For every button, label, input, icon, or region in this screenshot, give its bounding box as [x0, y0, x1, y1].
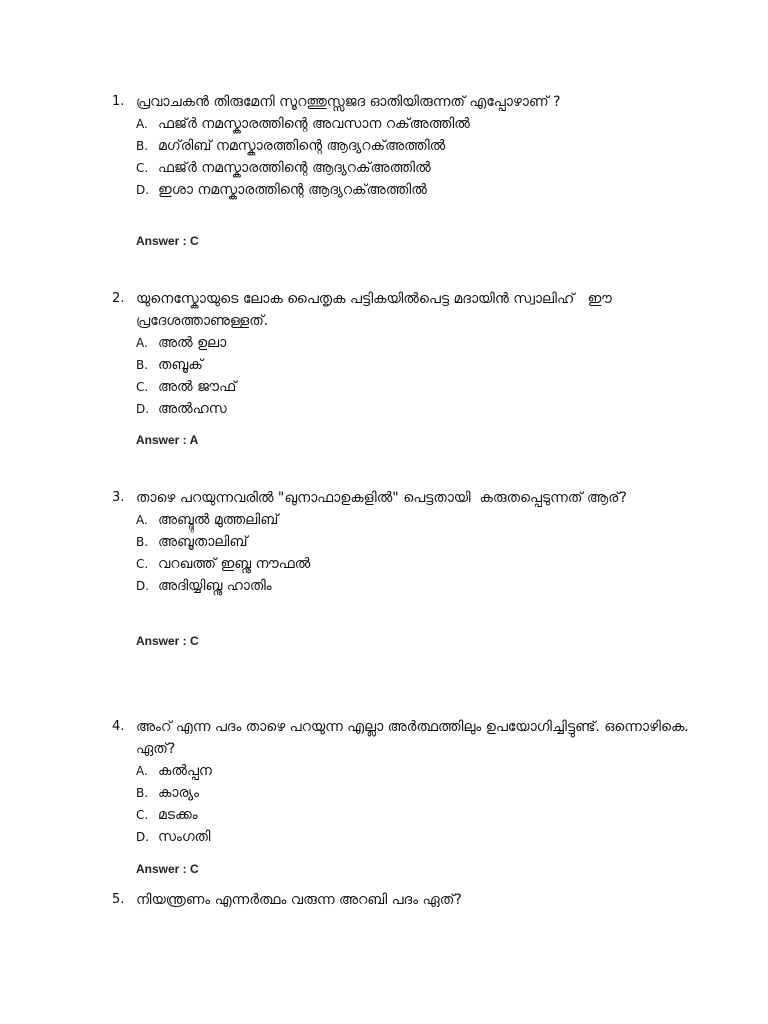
option-d	[136, 179, 712, 201]
answer-3: Answer : C	[136, 634, 199, 648]
question-number: 3.	[112, 490, 125, 505]
option-a	[136, 113, 712, 135]
question-number: 5.	[112, 892, 125, 907]
option-letter: A.	[136, 764, 148, 778]
option-text: അദിയ്യിബ്നു ഹാതിം	[158, 578, 272, 594]
question-text: നിയന്ത്രണം എന്നർത്ഥം വരുന്ന അറബി പദം ഏത്?	[136, 892, 462, 908]
question-2	[112, 288, 712, 420]
option-b	[136, 135, 712, 157]
answer-1: Answer : C	[136, 234, 199, 248]
option-c	[136, 804, 712, 826]
option-text: കാര്യം	[158, 785, 200, 801]
option-c	[136, 553, 712, 575]
options-list	[112, 332, 712, 420]
option-text: അബൂതാലിബ്	[158, 534, 248, 550]
options-list	[112, 760, 712, 848]
option-a	[136, 509, 712, 531]
option-letter: B.	[136, 535, 149, 549]
option-letter: C.	[136, 380, 149, 394]
option-letter: D.	[136, 183, 150, 197]
option-text: അൽ ജൗഫ്	[158, 379, 237, 395]
option-text: മഗ്‌രിബ് നമസ്കാരത്തിന്റെ ആദ്യറക്അത്തിൽ	[158, 138, 446, 154]
option-letter: C.	[136, 557, 149, 571]
question-text: പ്രവാചകൻ തിരുമേനി സൂറത്തുസ്സജദ ഓതിയിരുന്നത് എപ്പോഴാണ് ?	[136, 94, 561, 110]
question-text: താഴെ പറയുന്നവരിൽ "ഖുനാഫാഉകളിൽ" പെട്ടതായി കരുതപ്പെടുന്നത് ആര്?	[136, 490, 627, 506]
option-text: തബൂക്	[158, 357, 203, 373]
option-text: ഇശാ നമസ്കാരത്തിന്റെ ആദ്യറക്അത്തിൽ	[158, 182, 427, 198]
question-number: 4.	[112, 719, 125, 734]
question-1	[112, 91, 712, 201]
option-text: മടക്കം	[158, 807, 198, 823]
option-b	[136, 782, 712, 804]
option-d	[136, 575, 712, 597]
options-list	[112, 113, 712, 201]
question-4	[112, 716, 712, 848]
question-3	[112, 487, 712, 597]
option-letter: D.	[136, 579, 150, 593]
option-a	[136, 760, 712, 782]
question-number: 2.	[112, 291, 125, 306]
question-text: അംറ് എന്ന പദം താഴെ പറയുന്ന എല്ലാ അർത്ഥത്തിലും ഉപയോഗിച്ചിട്ടുണ്ട്. ഒന്നൊഴികെ. ഏത്?	[136, 719, 694, 757]
option-d	[136, 398, 712, 420]
option-letter: D.	[136, 402, 150, 416]
question-5	[112, 889, 712, 911]
option-letter: B.	[136, 358, 149, 372]
options-list	[112, 509, 712, 597]
option-letter: B.	[136, 139, 149, 153]
answer-4: Answer : C	[136, 862, 199, 876]
option-text: ഫജ്ർ നമസ്കാരത്തിന്റെ അവസാന റക്അത്തിൽ	[158, 116, 470, 132]
option-c	[136, 376, 712, 398]
option-letter: B.	[136, 786, 149, 800]
option-letter: C.	[136, 808, 149, 822]
option-letter: A.	[136, 336, 148, 350]
option-letter: A.	[136, 117, 148, 131]
option-text: കൽപ്പന	[158, 763, 212, 779]
option-letter: C.	[136, 161, 149, 175]
option-a	[136, 332, 712, 354]
answer-2: Answer : A	[136, 433, 199, 447]
option-text: അൽഹസ	[158, 401, 227, 417]
option-text: ഫജ്ർ നമസ്കാരത്തിന്റെ ആദ്യറക്അത്തിൽ	[158, 160, 431, 176]
option-d	[136, 826, 712, 848]
option-text: അബ്ദുൽ മുത്തലിബ്	[158, 512, 279, 528]
option-b	[136, 531, 712, 553]
option-letter: D.	[136, 830, 150, 844]
option-c	[136, 157, 712, 179]
option-text: വറഖത്ത് ഇബ്നു നൗഫൽ	[158, 556, 311, 572]
question-text: യുനെസ്കോയുടെ ലോക പൈതൃക പട്ടികയിൽപെട്ട മദായിൻ സ്വാലിഹ് ഈ പ്രദേശത്താണുള്ളത്.	[136, 291, 617, 329]
option-b	[136, 354, 712, 376]
option-text: സംഗതി	[158, 829, 211, 845]
option-text: അൽ ഉലാ	[158, 335, 227, 351]
question-number: 1.	[112, 94, 125, 109]
option-letter: A.	[136, 513, 148, 527]
